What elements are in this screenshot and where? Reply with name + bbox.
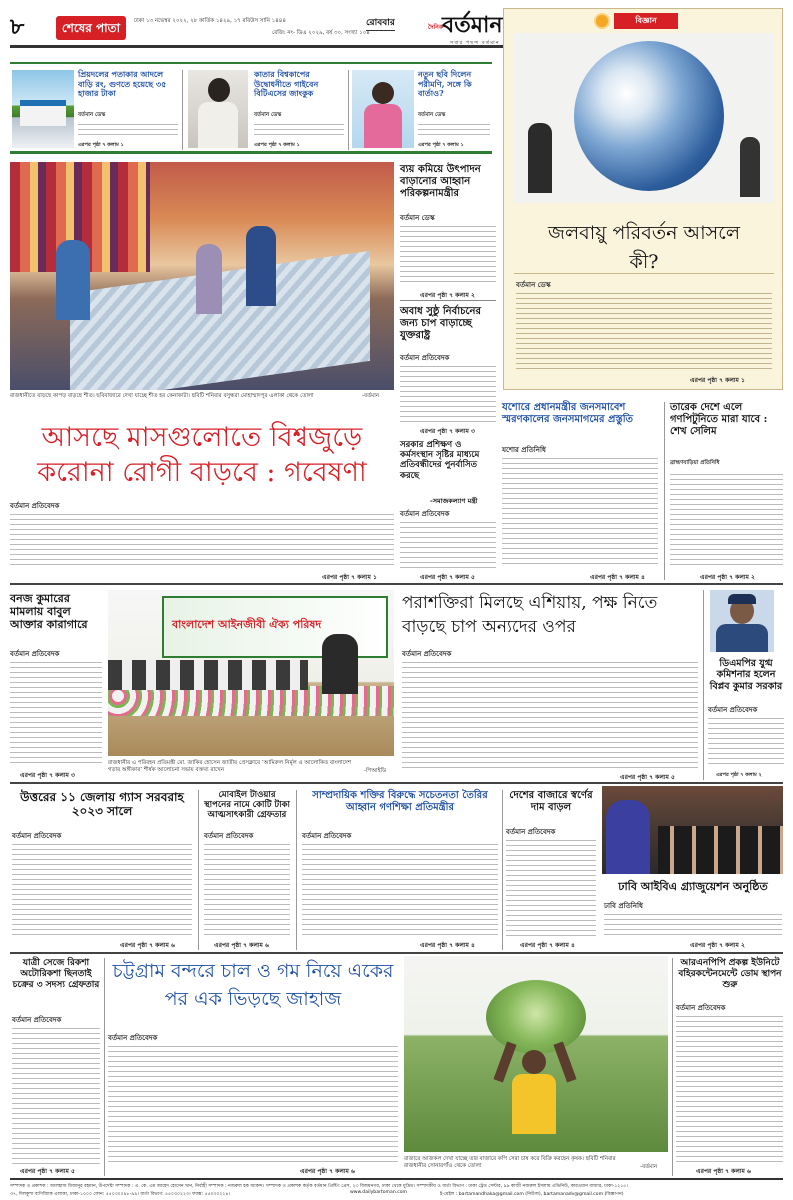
- bonaj-body: [10, 658, 102, 764]
- teaser-title[interactable]: নতুন ছবি দিলেন পরীমণি, সঙ্গে কি বার্তাও?: [418, 69, 472, 99]
- person-left: [528, 123, 552, 193]
- science-title[interactable]: জলবায়ু পরিবর্তন আসলে কী?: [548, 222, 740, 273]
- event-photo: [108, 590, 394, 756]
- training-more[interactable]: এরপর পৃষ্ঠা ৭ কলাম ৫: [420, 574, 475, 581]
- training-sub: -সমাজকল্যাণ মন্ত্রী: [430, 497, 478, 505]
- cabbage-basket: [486, 980, 586, 1054]
- farmer-arm-right: [553, 1041, 576, 1082]
- gas-credit: বর্তমান প্রতিবেদক: [12, 832, 62, 840]
- rickshaw-credit: বর্তমান প্রতিবেদক: [12, 1016, 62, 1024]
- gas-title[interactable]: উত্তরের ১১ জেলায় গ্যাস সরবরাহ ২০২৩ সালে: [20, 790, 184, 819]
- teaser-body: [418, 120, 490, 136]
- rnp-credit: বর্তমান প্রতিবেদক: [676, 1004, 726, 1012]
- powers-more[interactable]: এরপর পৃষ্ঠা ৭ কলাম ৫: [620, 774, 675, 781]
- tarek-title[interactable]: তারেক দেশে এলে গণপিটুনিতে মারা যাবে : শেখ সেলিম: [670, 402, 768, 437]
- corona-headline[interactable]: আসছে মাসগুলোতে বিশ্বজুড়ে করোনা রোগী বাড়বে : গবেষণা: [37, 422, 367, 489]
- speaker: [322, 634, 358, 694]
- tarek-credit: ব্রাহ্মণবাড়িয়া প্রতিনিধি: [670, 460, 720, 466]
- teaser-credit: বর্তমান ডেস্ক: [78, 112, 106, 118]
- paper-logo: বর্তমান: [442, 12, 503, 38]
- science-globe-photo: [514, 33, 774, 203]
- pm-story-body: [400, 222, 496, 284]
- gas-body: [12, 840, 192, 936]
- ctg-headline[interactable]: চট্টগ্রাম বন্দরে চাল ও গম নিয়ে একের পর এক ভিড়ছে জাহাজ: [112, 960, 394, 1010]
- officer-uniform: [716, 624, 768, 652]
- masthead-reg: রেজি: নং- ডিএ ২০২৯, বর্ষ ৩০, সংখ্যা ১০৪: [272, 30, 370, 36]
- communal-credit: বর্তমান প্রতিবেদক: [302, 832, 352, 840]
- footer-url[interactable]: www.dailybartoman.com: [350, 1190, 408, 1195]
- singer-head: [208, 78, 230, 102]
- dmp-credit: বর্তমান প্রতিবেদক: [708, 706, 758, 714]
- masthead-date: ঢাকা ১৩ নভেম্বর ২০২২, ২৮ কার্তিক ১৪২৯, ১৭ রবিউস সানি ১৪৪৪: [134, 18, 286, 24]
- ctg-more[interactable]: এরপর পৃষ্ঠা ৭ কলাম ৬: [300, 1168, 355, 1175]
- teaser-credit: বর্তমান ডেস্ক: [418, 112, 446, 118]
- teaser-strip: [10, 62, 492, 154]
- shopper-3: [196, 244, 222, 314]
- actress-head: [372, 82, 394, 104]
- rickshaw-title[interactable]: যাত্রী সেজে রিকশা অটোরিকশা ছিনতাই চক্রের ৩ সদস্য গ্রেফতার: [12, 958, 100, 990]
- mobile-body: [204, 840, 290, 936]
- bonaj-credit: বর্তমান প্রতিবেদক: [10, 650, 60, 658]
- dmp-title[interactable]: ডিএমপির যুগ্ম কমিশনার হলেন বিপ্লব কুমার সরকার: [709, 658, 783, 692]
- science-credit: বর্তমান ডেস্ক: [516, 281, 551, 289]
- lead-photo-market: [10, 162, 394, 390]
- jessore-credit: যশোর প্রতিনিধি: [502, 446, 546, 454]
- dmp-officer-photo: [710, 590, 774, 652]
- tarek-more[interactable]: এরপর পৃষ্ঠা ৭ কলাম ২: [700, 574, 755, 581]
- iba-graduation-photo: [602, 786, 783, 874]
- jessore-title[interactable]: যশোরে প্রধানমন্ত্রীর জনসমাবেশ স্মরণকালের জনসমাগমের প্রস্তুতি: [502, 402, 634, 425]
- training-title[interactable]: সরকার প্রশিক্ষণ ও কর্মসংস্থান সৃষ্টির মাধ্যমে প্রতিবন্ধীদের পুনর্বাসিত করছে: [400, 440, 480, 481]
- farmer-shirt: [512, 1074, 556, 1134]
- powers-title[interactable]: পরাশক্তিরা মিলছে এশিয়ায়, পক্ষ নিতে বাড়ছে চাপ অন্যদের ওপর: [402, 593, 658, 637]
- training-body: [400, 518, 496, 568]
- pm-story-title[interactable]: ব্যয় কমিয়ে উৎপাদন বাড়ানোর আহ্বান পরিকল্পনামন্ত্রীর: [400, 164, 481, 199]
- us-story-title[interactable]: অবাধ সুষ্ঠু নির্বাচনের জন্য চাপ বাড়াচ্ছে যুক্তরাষ্ট্র: [400, 306, 481, 341]
- teaser-photo-singer: [188, 70, 248, 148]
- communal-body: [302, 840, 498, 936]
- iba-title[interactable]: ঢাবি আইবিএ গ্র্যাজুয়েশন অনুষ্ঠিত: [618, 880, 768, 893]
- corona-body: [10, 510, 394, 566]
- person-right: [740, 137, 760, 197]
- pm-story-more[interactable]: এরপর পৃষ্ঠা ৭ কলাম ২: [420, 292, 475, 299]
- rnp-more[interactable]: এরপর পৃষ্ঠা ৭ কলাম ৬: [696, 1168, 751, 1175]
- dmp-more[interactable]: এরপর পৃষ্ঠা ৭ কলাম ২: [716, 772, 762, 778]
- rickshaw-more[interactable]: এরপর পৃষ্ঠা ৭ কলাম ৫: [20, 1168, 75, 1175]
- masthead-tagline: সবার পছন্দ বর্তমান: [450, 40, 500, 46]
- us-story-body: [400, 362, 496, 422]
- science-label: বিজ্ঞান: [614, 13, 678, 29]
- teaser-more[interactable]: এরপর পৃষ্ঠা ৭ কলাম ১: [254, 142, 300, 148]
- science-more[interactable]: এরপর পৃষ্ঠা ৭ কলাম ১: [690, 377, 745, 384]
- training-credit: বর্তমান প্রতিবেদক: [400, 510, 450, 518]
- farm-credit: -বর্তমান: [640, 1164, 658, 1170]
- farm-caption: বাজারে আজকল দেখা যাচ্ছে তার বাজারে কপি সেরা চাষ করে বিক্রি করছেন কৃষক। ছবিটি শনিবার রাজধানীর সোনারগাঁও থেকে তোলা: [404, 1156, 616, 1170]
- ctg-body: [108, 1042, 398, 1164]
- teaser-photo-house: [12, 70, 74, 148]
- iba-body: [604, 910, 782, 936]
- dmp-body: [708, 714, 784, 766]
- footer: [10, 1178, 783, 1198]
- actress-body: [364, 104, 402, 148]
- teaser-more[interactable]: এরপর পৃষ্ঠা ৭ কলাম ১: [418, 142, 464, 148]
- event-credit: -পিআইডি: [364, 768, 387, 774]
- farm-photo: [404, 956, 668, 1152]
- singer-body: [198, 102, 238, 148]
- footer-email[interactable]: ই-মেইল : bartamandhaka@gmail.com (নিউজ), bartamanadv@gmail.com (বিজ্ঞাপন): [440, 1192, 624, 1197]
- bonaj-title[interactable]: বনজ কুমারের মামলায় বাবুল আক্তার কারাগারে: [10, 592, 88, 632]
- footer-line-1: সম্পাদক ও প্রকাশক : আলহাজ মিজানুর রহমান, উপদেষ্টা সম্পাদক : এ. কে. এম জাহেদ হোসেন খান, নির্বাহী সম্পাদক : নজরুল হক আকন্দ। সম্পাদক ও প্রকাশক কর্তৃক বর্তমান প্রিন্টিং প্রেস, ২৩ বিজয়নগর, ঢাকা থেকে মুদ্রিত। সম্পাদকীয় ও বার্তা বিভাগ : ঢাকা ট্রেড সেন্টার, ৯৯ কাজী নজরুল ইসলাম এভিনিউ, কারওয়ান বাজার, ঢাকা-১২১৫।: [10, 1184, 628, 1189]
- rnp-title[interactable]: আরএনপিপি প্রকল্প ইউনিটে বহিরকন্টেনমেন্টে ডোম স্থাপন শুরু: [678, 958, 782, 990]
- corona-credit: বর্তমান প্রতিবেদক: [10, 502, 60, 510]
- iba-more[interactable]: এরপর পৃষ্ঠা ৭ কলাম ২: [690, 942, 745, 949]
- ctg-credit: বর্তমান প্রতিবেদক: [108, 1034, 158, 1042]
- mobile-title[interactable]: মোবাইল টাওয়ার স্থাপনের নামে কোটি টাকা আত্মসাৎকারী গ্রেফতার: [204, 790, 291, 821]
- tarek-body: [670, 470, 783, 568]
- teaser-more[interactable]: এরপর পৃষ্ঠা ৭ কলাম ১: [78, 142, 124, 148]
- teaser-title[interactable]: কাতার বিশ্বকাপের উদ্বোধনীতে গাইবেন বিটিএসের জাংকুক: [254, 69, 319, 99]
- paper-prefix: দৈনিক: [428, 24, 444, 31]
- shopper-2: [246, 226, 276, 306]
- page-number: ৮: [10, 14, 25, 40]
- farmer-arm-left: [493, 1041, 516, 1082]
- teaser-credit: বর্তমান ডেস্ক: [254, 112, 282, 118]
- mobile-more[interactable]: এরপর পৃষ্ঠা ৭ কলাম ৬: [214, 942, 269, 949]
- iba-credit: ঢাবি প্রতিনিধি: [604, 902, 643, 910]
- communal-more[interactable]: এরপর পৃষ্ঠা ৭ কলাম ৪: [420, 942, 475, 949]
- grad-audience: [658, 826, 783, 874]
- pm-story-credit: বর্তমান ডেস্ক: [400, 214, 435, 222]
- lead-photo-credit: -বর্তমান: [362, 393, 380, 399]
- teaser-body: [254, 120, 344, 136]
- communal-title[interactable]: সাম্প্রদায়িক শক্তির বিরুদ্ধে সচেতনতা তৈরির আহ্বান গণশিক্ষা প্রতিমন্ত্রীর: [312, 790, 488, 813]
- jessore-more[interactable]: এরপর পৃষ্ঠা ৭ কলাম ৪: [590, 574, 645, 581]
- corona-more[interactable]: এরপর পৃষ্ঠা ৭ কলাম ১: [322, 574, 377, 581]
- science-body: [516, 289, 772, 369]
- teaser-photo-actress: [352, 70, 414, 148]
- teaser-title[interactable]: প্রিয়দলের পতাকার আদলে বাড়ি রং, গুণতে হয়েছে ৩৫ হাজার টাকা: [78, 69, 167, 99]
- mobile-credit: বর্তমান প্রতিবেদক: [204, 832, 254, 840]
- sun-icon: [596, 15, 608, 27]
- gold-credit: বর্তমান প্রতিবেদক: [506, 828, 556, 836]
- powers-credit: বর্তমান প্রতিবেদক: [402, 650, 452, 658]
- footer-line-2: ৩৭, দিলকুশা বাণিজ্যিক এলাকা, ঢাকা-১০০০ ফোন: ৫৫০৩০০৯৮-৯৯। বার্তা বিভাগ: ৫৫০৩০২২৩। ফ্যাক্স: ৫৫০৩০২২৪।: [10, 1192, 231, 1197]
- science-box: [503, 8, 783, 390]
- gold-body: [506, 836, 596, 936]
- section-tag: শেষের পাতা: [56, 16, 126, 40]
- gold-title[interactable]: দেশের বাজারে স্বর্ণের দাম বাড়ল: [509, 790, 593, 813]
- gas-more[interactable]: এরপর পৃষ্ঠা ৭ কলাম ৬: [120, 942, 175, 949]
- teaser-body: [78, 120, 178, 136]
- lead-photo-caption: রাজধানীতে বাড়ছে কাপড় বাড়ছে শীত। ছবিবাজারে দেখা যাচ্ছে শীত হর কেনাকাটা। ছবিটি শনিবার বসুন্ধরা মোহাম্মাদপুর এলাকা থেকে তোলা: [10, 393, 314, 399]
- us-story-more[interactable]: এরপর পৃষ্ঠা ৭ কলাম ৩: [420, 428, 475, 435]
- bonaj-more[interactable]: এরপর পৃষ্ঠা ৭ কলাম ৩: [20, 772, 75, 779]
- shopper-1: [56, 240, 90, 320]
- us-story-credit: বর্তমান প্রতিবেদক: [400, 354, 450, 362]
- house-shape: [20, 100, 66, 126]
- powers-body: [402, 658, 698, 768]
- masthead-day: রোববার: [366, 15, 395, 31]
- jessore-body: [502, 454, 658, 568]
- rnp-body: [676, 1012, 783, 1164]
- officer-cap: [728, 594, 756, 604]
- event-banner-text: বাংলাদেশ আইনজীবী ঐক্য পরিষদ: [172, 618, 322, 631]
- gold-more[interactable]: এরপর পৃষ্ঠা ৭ কলাম ৪: [520, 942, 575, 949]
- globe: [574, 41, 724, 191]
- audience: [108, 660, 308, 690]
- farmer-head: [522, 1050, 546, 1074]
- grad-speaker: [606, 800, 650, 874]
- rickshaw-body: [12, 1024, 100, 1164]
- event-caption: রাজধানীর এ পরিবহন প্রতিমন্ত্রী মো. জাকির হোসেন জাতীয় প্রেসক্লাবে ‘আমিরুল নির্মূল ও আলোকিত বাংলাদেশ গড়ার অঙ্গীকার’ শীর্ষক আলোচনা সভায় বক্তব্য রাখেন: [108, 760, 351, 774]
